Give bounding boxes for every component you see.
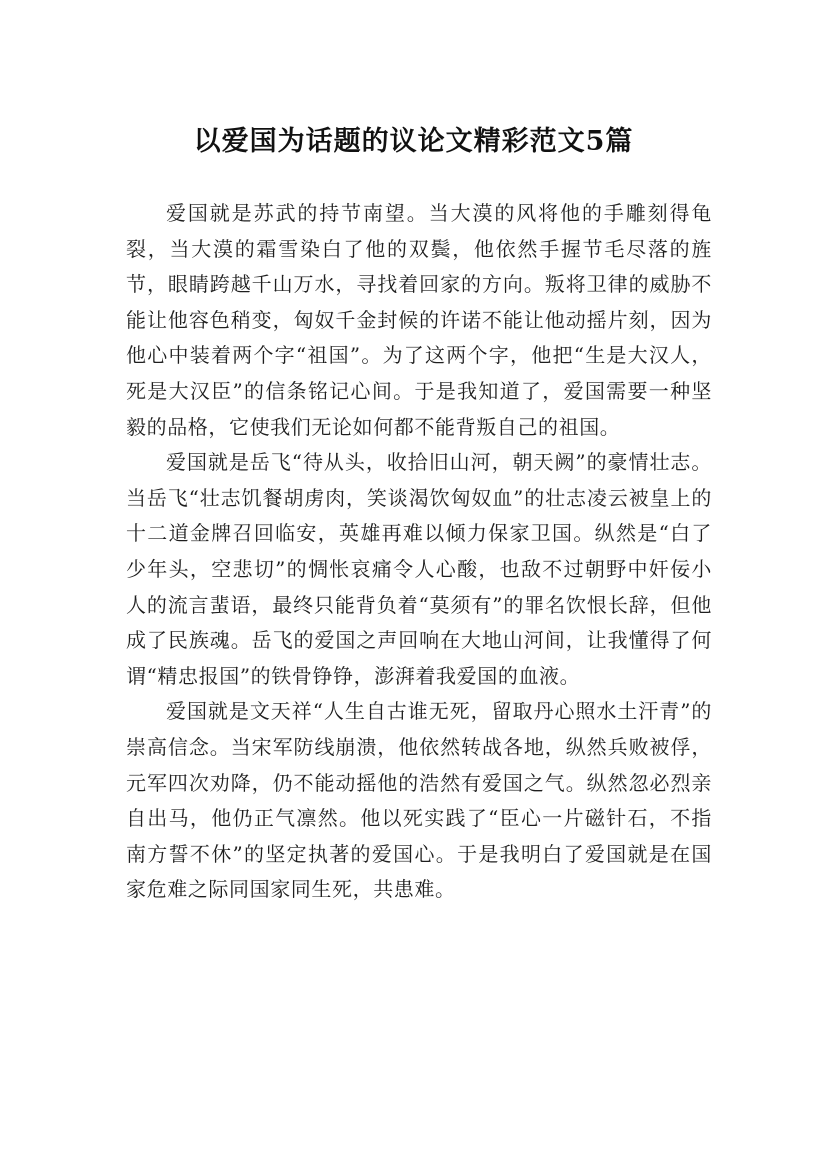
document-body xyxy=(126,196,712,908)
paragraph-wen-tianxiang: 爱国就是文天祥“人生自古谁无死，留取丹心照水土汗青”的崇高信念。当宋军防线崩溃，他依然转战各地，纵然兵败被俘，元军四次劝降，仍不能动摇他的浩然有爱国之气。纵然忽必烈亲自出马，他仍正气凛然。他以死实践了“臣心一片磁针石，不指南方誓不休”的坚定执著的爱国心。于是我明白了爱国就是在国家危难之际同国家同生死，共患难。 xyxy=(126,699,712,902)
paragraph-yue-fei: 爱国就是岳飞“待从头，收拾旧山河，朝天阙”的豪情壮志。当岳飞“壮志饥餐胡虏肉，笑谈渴饮匈奴血”的壮志凌云被皇上的十二道金牌召回临安，英雄再难以倾力保家卫国。纵然是“白了少年头，空悲切”的惆怅哀痛令人心酸，也敌不过朝野中奸佞小人的流言蜚语，最终只能背负着“莫须有”的罪名饮恨长辞，但他成了民族魂。岳飞的爱国之声回响在大地山河间，让我懂得了何谓“精忠报国”的铁骨铮铮，澎湃着我爱国的血液。 xyxy=(126,450,712,688)
document-title: 以爱国为话题的议论文精彩范文5篇 xyxy=(193,126,634,158)
paragraph-su-wu: 爱国就是苏武的持节南望。当大漠的风将他的手雕刻得龟裂，当大漠的霜雪染白了他的双鬓，他依然手握节毛尽落的旌节，眼睛跨越千山万水，寻找着回家的方向。叛将卫律的威胁不能让他容色稍变，匈奴千金封候的许诺不能让他动摇片刻，因为他心中装着两个字“祖国”。为了这两个字，他把“生是大汉人，死是大汉臣”的信条铭记心间。于是我知道了，爱国需要一种坚毅的品格，它使我们无论如何都不能背叛自己的祖国。 xyxy=(126,201,712,439)
